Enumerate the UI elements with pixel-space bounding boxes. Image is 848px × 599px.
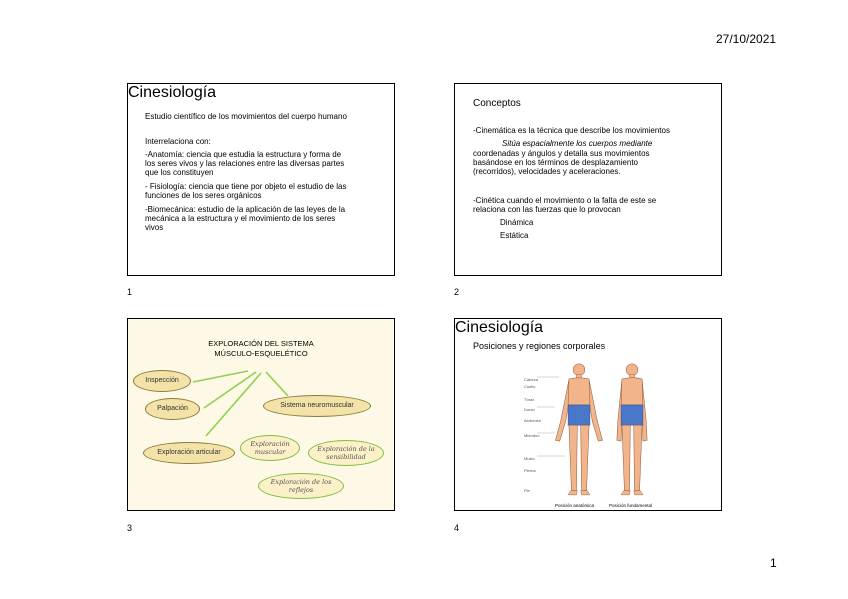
slide-3-title-line2: MÚSCULO-ESQUELÉTICO	[214, 349, 308, 358]
node-reflejos[interactable]: Exploración de los reflejos	[258, 473, 344, 499]
slide-1-number: 1	[127, 287, 133, 297]
node-sensibilidad[interactable]: Exploración de la sensibilidad	[308, 440, 384, 466]
slide-1-line: -Biomecánica: estudio de la aplicación de las leyes de la	[145, 205, 346, 214]
slide-2-line: Dinámica	[500, 218, 534, 227]
slide-3-number: 3	[127, 523, 133, 533]
slide-2-line: basándose en los términos de desplazamiento	[473, 158, 638, 167]
region-label: Cabeza	[524, 377, 538, 382]
slide-2-line: relaciona con las fuerzas que lo provocan	[473, 205, 621, 214]
node-articular[interactable]: Exploración articular	[143, 442, 235, 464]
slide-2-line: coordenadas y ángulos y detalla sus movimientos	[473, 149, 650, 158]
node-inspeccion[interactable]: Inspección	[133, 370, 191, 392]
slide-2[interactable]	[454, 83, 722, 276]
page-number: 1	[770, 556, 777, 570]
body-figures-image	[455, 319, 722, 511]
slide-2-line: (recorridos), velocidades y aceleraciones.	[473, 167, 621, 176]
slide-4[interactable]	[454, 318, 722, 511]
slide-1-title: Cinesiología	[128, 84, 217, 101]
node-palpacion[interactable]: Palpación	[145, 398, 200, 420]
slide-4-subtitle: Posiciones y regiones corporales	[473, 341, 606, 351]
region-label: Cuello	[524, 384, 536, 389]
region-label: Pierna	[524, 468, 536, 473]
slide-2-title: Conceptos	[473, 98, 521, 109]
slide-1-line: funciones de los seres orgánicos	[145, 191, 262, 200]
slide-2-line: Sitúa espacialmente los cuerpos mediante	[502, 139, 653, 148]
slide-1-line: los seres vivos y las relaciones entre las diversas partes	[145, 159, 345, 168]
region-label: Dorso	[524, 407, 535, 412]
region-label: Pie	[524, 488, 530, 493]
slide-1-line: vivos	[145, 223, 164, 232]
caption-left: Posición anatómica	[555, 503, 595, 508]
slide-1-line: que los constituyen	[145, 168, 214, 177]
caption-right: Posición fundamental	[609, 503, 653, 508]
slide-2-line: -Cinética cuando el movimiento o la falta de este se	[473, 196, 657, 205]
slide-3[interactable]	[127, 318, 395, 511]
node-muscular[interactable]: Exploración muscular	[240, 435, 300, 461]
slide-1-line: Interrelaciona con:	[145, 137, 211, 146]
slide-1-line: -Anatomía: ciencia que estudia la estructura y forma de	[145, 150, 342, 159]
region-label: Tórax	[524, 397, 535, 402]
slide-1[interactable]	[127, 83, 395, 276]
region-label: Miembro	[524, 433, 540, 438]
slide-2-line: -Cinemática es la técnica que describe los movimientos	[473, 126, 670, 135]
header-date: 27/10/2021	[716, 32, 777, 46]
slide-2-number: 2	[454, 287, 460, 297]
region-label: Abdomen	[524, 418, 542, 423]
slide-3-title-line1: EXPLORACIÓN DEL SISTEMA	[208, 339, 314, 348]
slide-2-line: Estática	[500, 231, 529, 240]
region-label: Muslo	[524, 456, 535, 461]
slide-1-line: mecánica a la estructura y el movimiento de los seres	[145, 214, 336, 223]
slide-4-number: 4	[454, 523, 460, 533]
slide-4-title: Cinesiología	[455, 319, 544, 336]
slide-1-line: - Fisiología: ciencia que tiene por objeto el estudio de las	[145, 182, 347, 191]
node-neuromuscular[interactable]: Sistema neuromuscular	[263, 395, 371, 417]
slide-1-subtitle: Estudio científico de los movimientos del cuerpo humano	[145, 112, 347, 121]
